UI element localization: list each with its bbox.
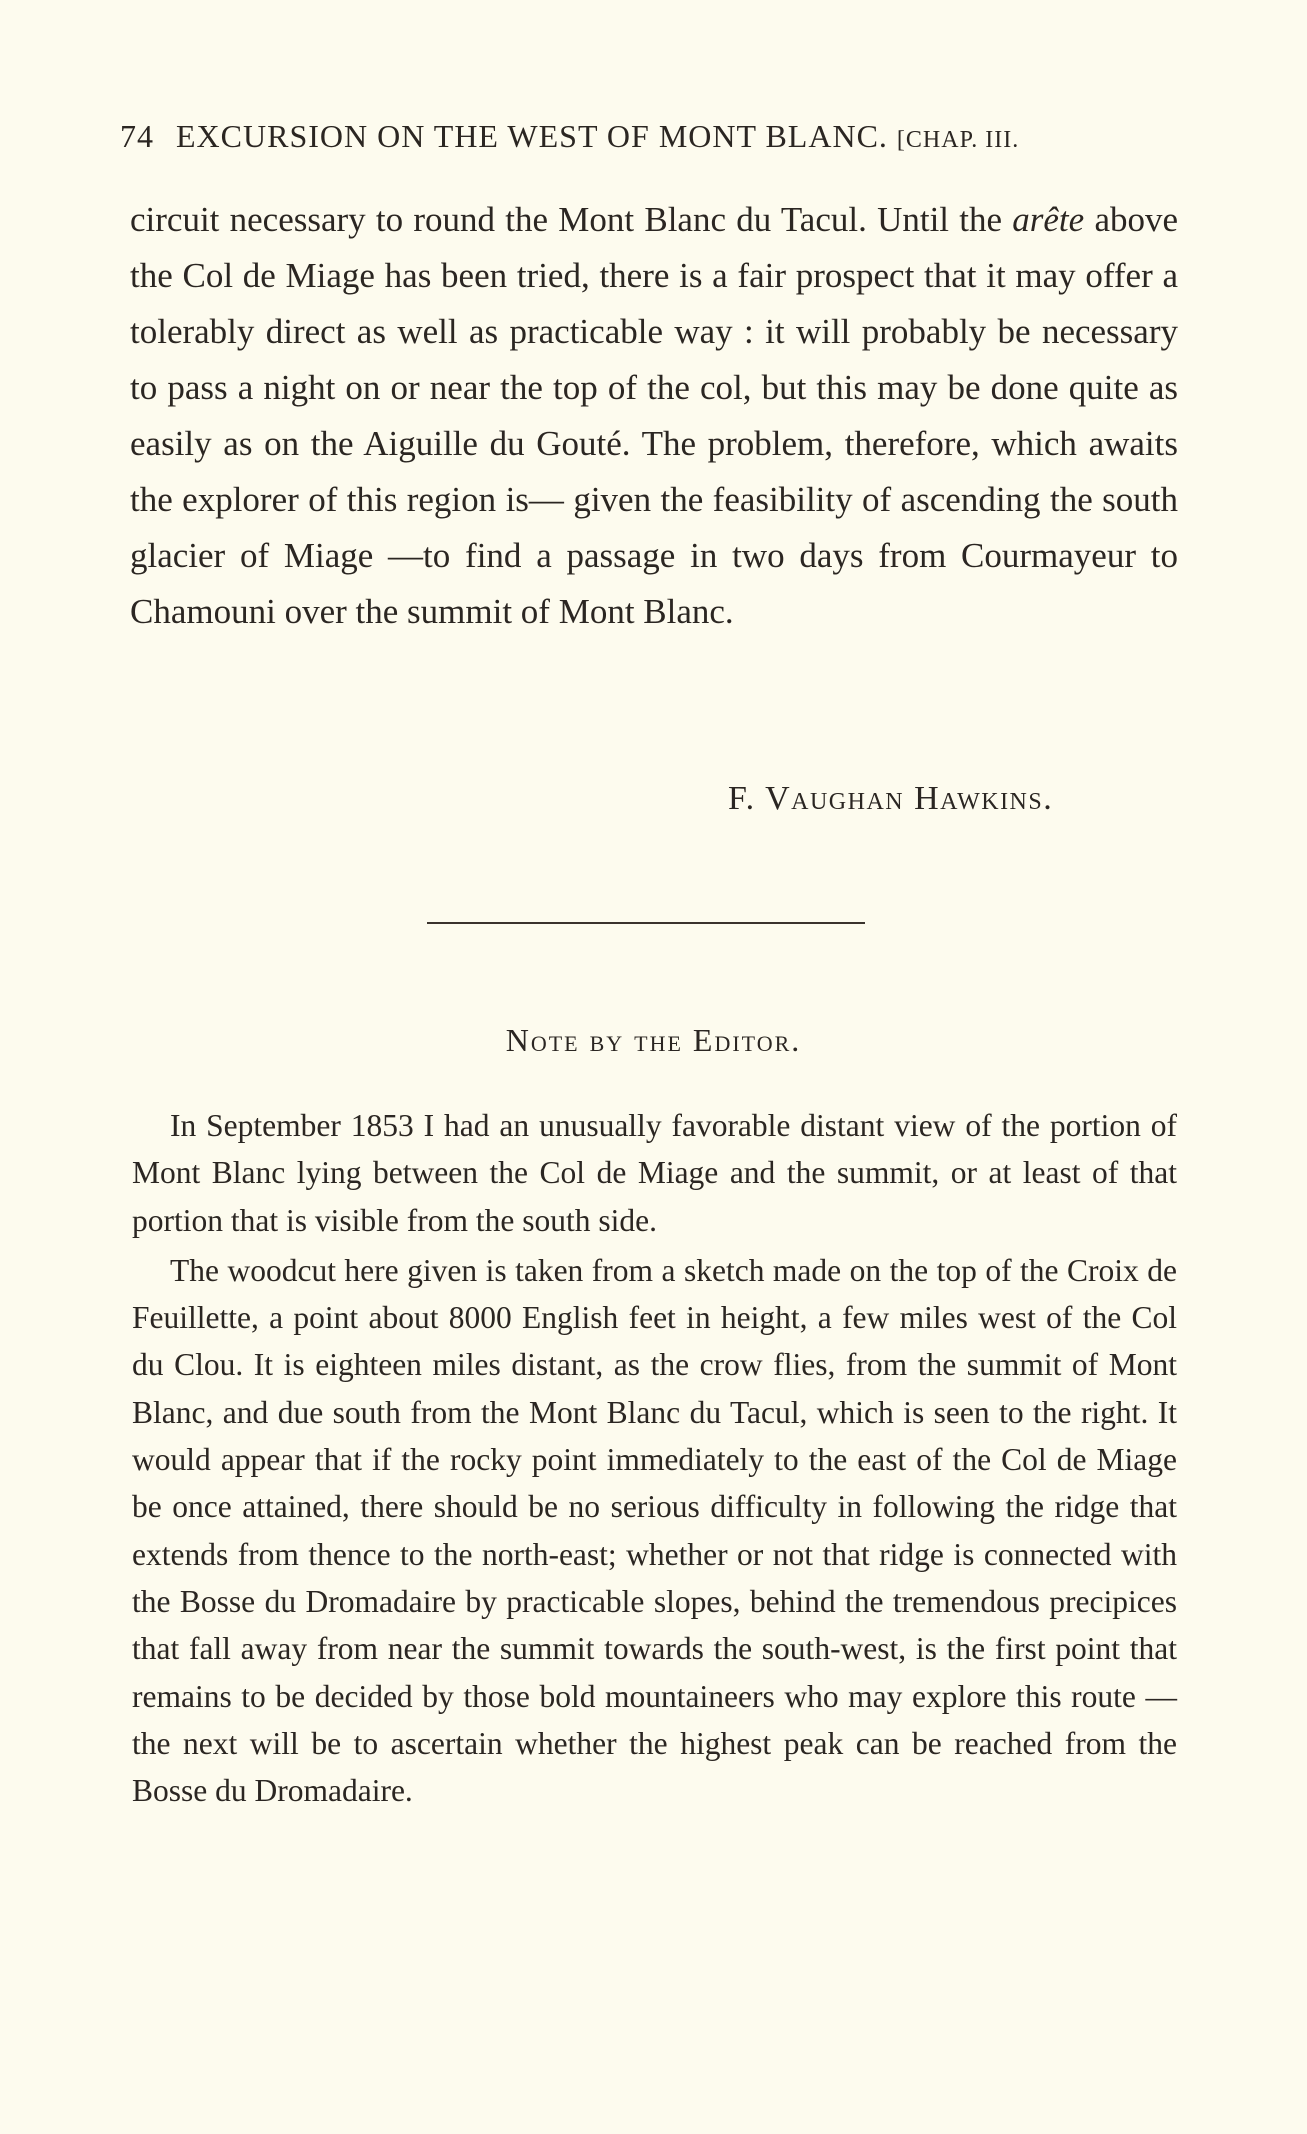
note-paragraph-2: The woodcut here given is taken from a sketch made on the top of the Croix de Feuillette, a point about 8000 English feet in height, a few miles west of the Col du Clou. It is eighteen miles distant, as the crow flies, from the summit of Mont Blanc, and due south from the Mont Blanc du Tacul, which is seen to the right. It would appear that if the rocky point immediately to the east of the Col de Miage be once attained, there should be no serious difficulty in following the ridge that extends from thence to the north-east; whether or not that ridge is connected with the Bosse du Dromadaire by practicable slopes, behind the tremendous precipices that fall away from near the summit towards the south-west, is the first point that remains to be decided by those bold mountaineers who may explore this route —the next will be to ascertain whether the highest peak can be reached from the Bosse du Dromadaire. [132,1252,1177,1809]
running-head [120,118,1185,155]
main-text-part1: circuit necessary to round the Mont Blanc du Tacul. Until the [130,200,1003,239]
signature-text: F. Vaughan Hawkins. [728,780,1054,817]
main-text-part2: above the Col de Miage has been tried, there is a fair prospect that it may offer a tolerably direct as well as practicable way : it will probably be necessary to pass a night on or near the top of the col, but this may be done quite as easily as on the Aiguille du Gouté. The problem, therefore, which awaits the explorer of this region is— given the feasibility of ascending the south glacier of Miage —to find a passage in two days from Courmayeur to Chamouni over the summit of Mont Blanc. [130,200,1179,631]
author-signature [728,780,1053,818]
section-divider [427,922,865,924]
note-text [132,1102,1177,1814]
main-text-italic-word: arête [1012,200,1085,239]
main-paragraph [130,192,1178,640]
page-number: 74 [120,118,154,154]
chapter-label: [CHAP. III. [896,127,1020,153]
note-heading: Note by the Editor. [505,1022,802,1058]
running-title: EXCURSION ON THE WEST OF MONT BLANC. [176,118,888,154]
note-paragraph-1: In September 1853 I had an unusually favorable distant view of the portion of Mont Blanc lying between the Col de Miage and the summit, or at least of that portion that is visible from the south side. [132,1108,1177,1238]
main-text [130,192,1178,640]
